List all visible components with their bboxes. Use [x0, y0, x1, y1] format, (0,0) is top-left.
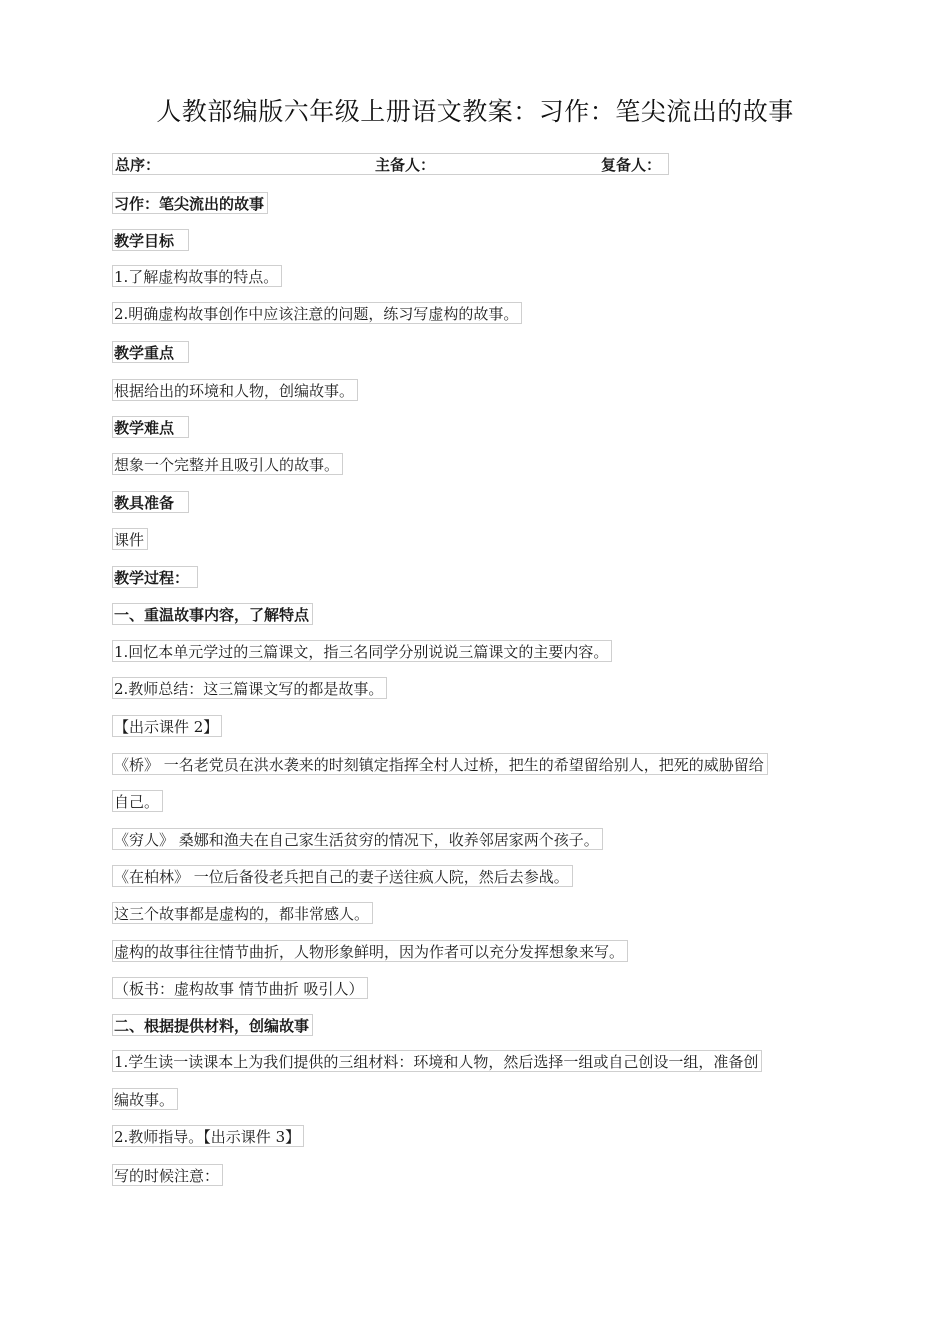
story-bridge-line2: 自己。 — [112, 790, 163, 812]
document-title: 人教部编版六年级上册语文教案：习作：笔尖流出的故事 — [156, 97, 794, 126]
section1-heading: 一、重温故事内容，了解特点 — [112, 603, 313, 625]
story-in-berlin: 《在柏林》 一位后备役老兵把自己的妻子送往疯人院，然后去参战。 — [112, 865, 573, 887]
section1-p2: 2.教师总结：这三篇课文写的都是故事。 — [112, 677, 387, 699]
key-point-heading: 教学重点 — [112, 341, 189, 363]
meta-zhubeiren: 主备人： — [375, 156, 436, 174]
meta-row — [112, 153, 669, 175]
story-poor-people: 《穷人》 桑娜和渔夫在自己家生活贫穷的情况下，收养邻居家两个孩子。 — [112, 828, 603, 850]
goals-heading: 教学目标 — [112, 229, 189, 251]
goal-item-1: 1.了解虚构故事的特点。 — [112, 265, 282, 287]
board-notes: （板书：虚构故事 情节曲折 吸引人） — [112, 977, 368, 999]
lesson-title: 习作：笔尖流出的故事 — [112, 192, 268, 214]
difficulty-text: 想象一个完整并且吸引人的故事。 — [112, 453, 343, 475]
difficulty-heading: 教学难点 — [112, 416, 189, 438]
section1-p1: 1.回忆本单元学过的三篇课文，指三名同学分别说说三篇课文的主要内容。 — [112, 640, 612, 662]
section2-p1-line1: 1.学生读一读课本上为我们提供的三组材料：环境和人物，然后选择一组或自己创设一组，准备创 — [112, 1050, 762, 1072]
section2-p3: 写的时候注意： — [112, 1164, 223, 1186]
section2-p1-line2: 编故事。 — [112, 1088, 178, 1110]
summary-1: 这三个故事都是虚构的，都非常感人。 — [112, 902, 373, 924]
meta-fubeiren: 复备人： — [601, 156, 662, 174]
section2-heading: 二、根据提供材料，创编故事 — [112, 1014, 313, 1036]
section2-p2: 2.教师指导。【出示课件 3】 — [112, 1125, 304, 1147]
courseware-2: 【出示课件 2】 — [112, 715, 222, 737]
process-heading: 教学过程： — [112, 566, 198, 588]
story-bridge-line1: 《桥》 一名老党员在洪水袭来的时刻镇定指挥全村人过桥，把生的希望留给别人，把死的威胁留给 — [112, 753, 768, 775]
goal-item-2: 2.明确虚构故事创作中应该注意的问题，练习写虚构的故事。 — [112, 302, 522, 324]
meta-zongxu: 总序： — [115, 156, 161, 174]
key-point-text: 根据给出的环境和人物，创编故事。 — [112, 379, 358, 401]
summary-2: 虚构的故事往往情节曲折，人物形象鲜明，因为作者可以充分发挥想象来写。 — [112, 940, 628, 962]
tools-heading: 教具准备 — [112, 491, 189, 513]
tools-text: 课件 — [112, 528, 148, 550]
